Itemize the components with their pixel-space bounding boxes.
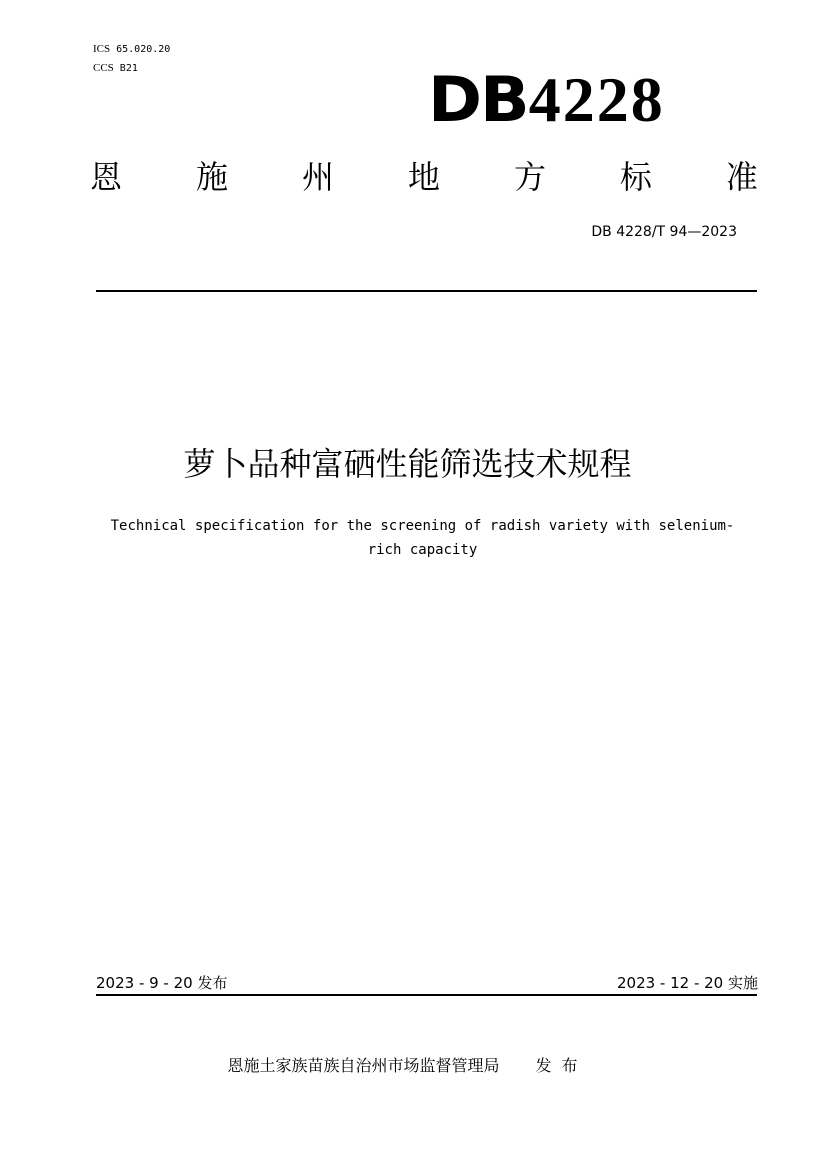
ccs-line [93,61,138,76]
implementation-date: 2023 - 12 - 20 实施 [616,974,758,992]
standard-type-char: 准 [725,158,758,196]
ccs-value: B21 [119,63,138,74]
ics-line [93,42,170,57]
document-title-cn: 萝卜品种富硒性能筛选技术规程 [183,445,632,483]
standard-type-heading [90,152,758,202]
standard-code-logo [428,64,698,136]
issuer-line [0,1053,815,1076]
logo-code: 4228 [528,64,665,135]
ccs-label: CCS [93,62,114,74]
document-title-en: Technical specification for the screening of radish variety with selenium-rich capacity [110,518,735,558]
issuer-name: 恩施土家族苗族自治州市场监督管理局 [227,1056,500,1075]
issuer-action: 发布 [535,1056,588,1075]
standard-type-char: 地 [407,158,440,196]
issue-date: 2023 - 9 - 20 发布 [96,974,228,992]
standard-number: DB 4228/T 94—2023 [591,224,737,240]
ics-value: 65.020.20 [116,44,171,55]
logo-prefix: DB [428,63,528,136]
standard-type-char: 州 [301,158,334,196]
standard-type-char: 方 [513,158,546,196]
standard-type-char: 恩 [90,158,123,196]
standard-type-char: 施 [195,158,228,196]
ics-label: ICS [93,43,111,55]
standard-type-char: 标 [619,158,652,196]
bottom-divider [96,994,757,996]
top-divider [96,290,757,292]
